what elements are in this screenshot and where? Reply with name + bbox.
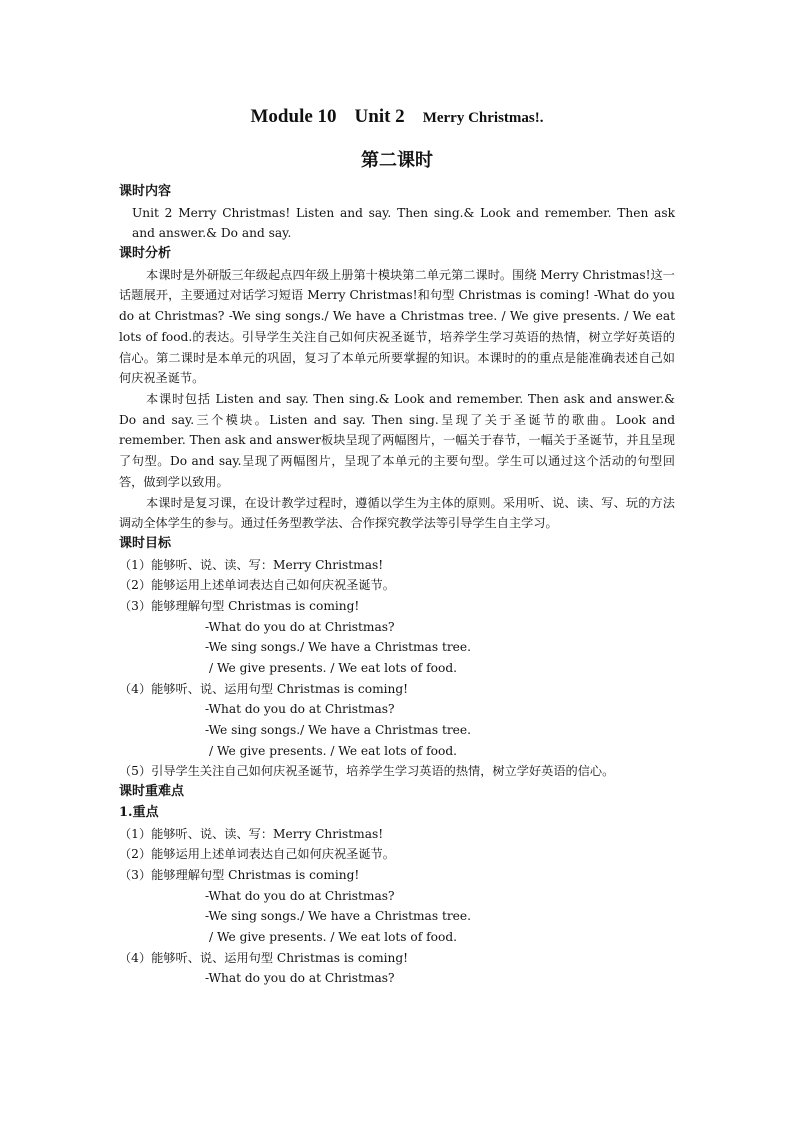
keypoint-item-3-answer-b: / We give presents. / We eat lots of food. xyxy=(209,929,458,944)
title-lesson-name: Merry Christmas!. xyxy=(422,110,544,126)
document-title xyxy=(119,104,675,130)
title-unit: Unit 2 xyxy=(354,106,405,127)
section-heading-analysis: 课时分析 xyxy=(119,246,172,262)
keypoint-item-3-answer-a: -We sing songs./ We have a Christmas tree. xyxy=(205,909,471,924)
goal-item-3: （3）能够理解句型 Christmas is coming! xyxy=(119,598,360,613)
goal-item-5: （5）引导学生关注自己如何庆祝圣诞节，培养学生学习英语的热情，树立学好英语的信心。 xyxy=(119,764,615,779)
goal-item-1: （1）能够听、说、读、写：Merry Christmas! xyxy=(119,557,384,572)
document-page xyxy=(119,104,675,989)
keypoint-item-3: （3）能够理解句型 Christmas is coming! xyxy=(119,867,360,882)
keypoint-item-1: （1）能够听、说、读、写：Merry Christmas! xyxy=(119,826,384,841)
goal-item-4-answer-b: / We give presents. / We eat lots of food. xyxy=(209,743,458,758)
goal-item-4: （4）能够听、说、运用句型 Christmas is coming! xyxy=(119,681,409,696)
keypoint-item-4: （4）能够听、说、运用句型 Christmas is coming! xyxy=(119,950,409,965)
goal-item-4-question: -What do you do at Christmas? xyxy=(205,702,395,717)
goal-item-4-answer-a: -We sing songs./ We have a Christmas tree. xyxy=(205,723,471,738)
section-heading-goals: 课时目标 xyxy=(119,535,172,551)
title-module: Module 10 xyxy=(250,106,337,127)
goal-item-3-answer-b: / We give presents. / We eat lots of food. xyxy=(209,661,458,676)
keypoint-item-2: （2）能够运用上述单词表达自己如何庆祝圣诞节。 xyxy=(119,847,395,862)
keypoint-item-3-question: -What do you do at Christmas? xyxy=(205,888,395,903)
goal-item-3-answer-a: -We sing songs./ We have a Christmas tree. xyxy=(205,640,471,655)
document-subtitle: 第二课时 xyxy=(361,150,433,171)
section-heading-content: 课时内容 xyxy=(119,184,172,199)
section-heading-keypoints: 课时重难点 xyxy=(119,784,185,800)
keypoint-item-4-question: -What do you do at Christmas? xyxy=(205,971,395,986)
analysis-paragraph-2: 本课时包括 Listen and say. Then sing.& Look and remember. Then ask and answer.& Do and say.三个模块。Listen and say. Then sing.呈现了关于圣诞节的歌曲。Look and remember. Then ask and answer板块呈现了两幅图片，一幅关于春节，一幅关于圣诞节，并且呈现了句型。Do and say.呈现了两幅图片，呈现了本单元的主要句型。学生可以通过这个活动的句型回答，做到学以致用。 xyxy=(119,392,675,489)
keypoints-subheading: 1.重点 xyxy=(119,804,159,820)
goal-item-3-question: -What do you do at Christmas? xyxy=(205,619,395,634)
analysis-paragraph-3: 本课时是复习课，在设计教学过程时，遵循以学生为主体的原则。采用听、说、读、写、玩的方法调动全体学生的参与。通过任务型教学法、合作探究教学法等引导学生自主学习。 xyxy=(119,495,675,531)
analysis-paragraph-1: 本课时是外研版三年级起点四年级上册第十模块第二单元第二课时。围绕 Merry Christmas!这一话题展开，主要通过对话学习短语 Merry Christmas!和句型 Christmas is coming! -What do you do at Christmas? -We sing songs./ We have a Christmas tree. / We give presents. / We eat lots of food.的表达。引导学生关注自己如何庆祝圣诞节，培养学生学习英语的热情，树立学好英语的信心。第二课时是本单元的巩固，复习了本单元所要掌握的知识。本课时的的重点是能准确表述自己如何庆祝圣诞节。 xyxy=(119,267,675,386)
content-paragraph: Unit 2 Merry Christmas! Listen and say. Then sing.& Look and remember. Then ask and answer.& Do and say. xyxy=(132,205,675,241)
goal-item-2: （2）能够运用上述单词表达自己如何庆祝圣诞节。 xyxy=(119,578,395,593)
